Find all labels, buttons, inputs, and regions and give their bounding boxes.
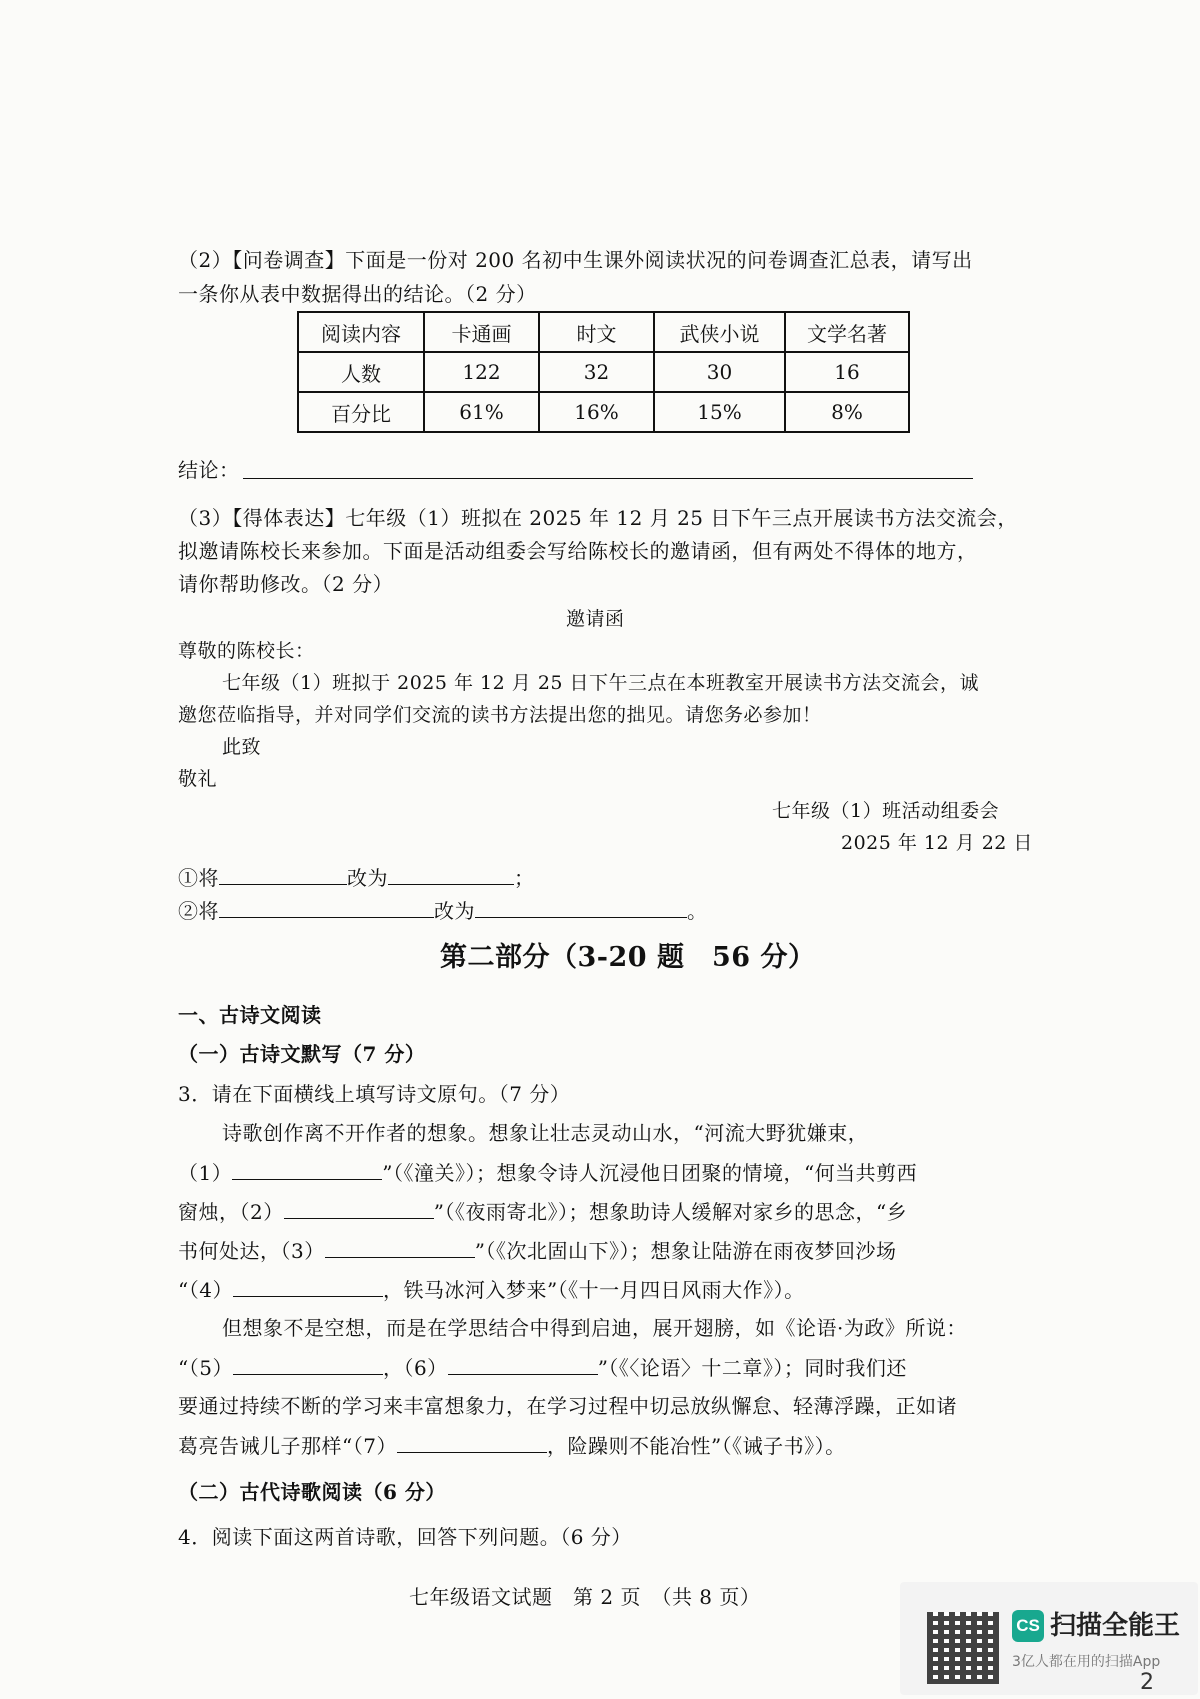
table-cell: 61% [424, 392, 539, 432]
table-cell: 百分比 [298, 392, 424, 432]
blank-number-4: “（4） [178, 1278, 233, 1302]
fix1-label: ①将 [178, 866, 219, 890]
blank-number-1: （1） [178, 1161, 233, 1185]
table-header-row [298, 312, 909, 352]
poem-para-text: ”（《潼关》）；想象令诗人沉浸他日团聚的情境，“何当共剪西 [382, 1161, 918, 1185]
letter-title: 邀请函 [566, 608, 625, 630]
blank-number-3: 书何处达，（3） [178, 1239, 325, 1263]
q2-prompt-line2: 一条你从表中数据得出的结论。（2 分） [178, 282, 537, 306]
letter-date: 2025 年 12 月 22 日 [841, 832, 1033, 854]
table-cell: 32 [539, 352, 654, 392]
answer-blank-7[interactable] [397, 1430, 547, 1453]
fix2-label: ②将 [178, 899, 219, 923]
brand-tagline: 3亿人都在用的扫描App [1012, 1654, 1161, 1670]
fix2-blank-revised[interactable] [475, 895, 687, 918]
poem-para-line5 [178, 1274, 805, 1305]
table-cell: 8% [785, 392, 909, 432]
table-header: 文学名著 [785, 312, 909, 352]
conclusion-answer-line[interactable] [243, 478, 973, 479]
section1-heading: 一、古诗文阅读 [178, 1003, 322, 1027]
survey-table [297, 311, 910, 433]
blank-number-2: 窗烛，（2） [178, 1200, 284, 1224]
fix2-row [178, 895, 708, 926]
poem-para-text: ，险躁则不能冶性”（《诫子书》）。 [546, 1434, 846, 1458]
poem-para-text: ”（《次北固山下》）；想象让陆游在雨夜梦回沙场 [474, 1239, 897, 1263]
part2-heading: 第二部分（3-20 题 56 分） [440, 942, 816, 973]
q3-prompt-line2: 拟邀请陈校长来参加。下面是活动组委会写给陈校长的邀请函，但有两处不得体的地方， [178, 539, 978, 563]
blank-number-5: “（5） [178, 1356, 233, 1380]
q2-prompt-line1: （2）【问卷调查】下面是一份对 200 名初中生课外阅读状况的问卷调查汇总表，请写出 [178, 248, 973, 272]
fix2-blank-original[interactable] [219, 895, 434, 918]
letter-closing2: 敬礼 [178, 768, 218, 790]
table-header: 卡通画 [424, 312, 539, 352]
poem-para-line4 [178, 1235, 896, 1266]
subsection2-heading: （二）古代诗歌阅读（6 分） [178, 1480, 446, 1504]
poem-para-line3 [178, 1196, 907, 1227]
letter-salutation: 尊敬的陈校长： [178, 640, 315, 662]
fix1-change-label: 改为 [347, 866, 388, 890]
answer-blank-5[interactable] [233, 1352, 383, 1375]
table-row [298, 392, 909, 432]
poem-para-line8: 要通过持续不断的学习来丰富想象力，在学习过程中切忌放纵懈怠、轻薄浮躁，正如诸 [178, 1394, 957, 1418]
fix1-blank-revised[interactable] [388, 862, 514, 885]
poem-para-text: ”（《〈论语〉十二章》）；同时我们还 [597, 1356, 907, 1380]
letter-body-line2: 邀您莅临指导，并对同学们交流的读书方法提出您的拙见。请您务必参加！ [178, 704, 822, 726]
qr-code-icon [927, 1612, 999, 1684]
answer-blank-4[interactable] [233, 1274, 383, 1297]
poem-para-line6: 但想象不是空想，而是在学思结合中得到启迪，展开翅膀，如《论语·为政》所说： [222, 1316, 967, 1340]
table-header: 阅读内容 [298, 312, 424, 352]
subsection1-heading: （一）古诗文默写（7 分） [178, 1042, 426, 1066]
camscanner-logo-icon: CS [1012, 1610, 1044, 1642]
letter-signature: 七年级（1）班活动组委会 [772, 800, 1000, 822]
letter-closing1: 此致 [222, 736, 262, 758]
table-cell: 16% [539, 392, 654, 432]
table-header: 时文 [539, 312, 654, 352]
fix2-end: 。 [687, 899, 708, 923]
poem-para-text: ”（《夜雨寄北》）；想象助诗人缓解对家乡的思念，“乡 [433, 1200, 908, 1224]
answer-blank-3[interactable] [325, 1235, 475, 1258]
conclusion-label: 结论： [178, 458, 240, 482]
poem-para-line2 [178, 1157, 917, 1188]
blank-number-6: ，（6） [382, 1356, 448, 1380]
table-cell: 15% [654, 392, 785, 432]
poem-para-line1: 诗歌创作离不开作者的想象。想象让壮志灵动山水，“河流大野犹嫌束， [222, 1121, 869, 1145]
answer-blank-2[interactable] [284, 1196, 434, 1219]
table-header: 武侠小说 [654, 312, 785, 352]
poem-para-line7 [178, 1352, 907, 1383]
q3-prompt-line1: （3）【得体表达】七年级（1）班拟在 2025 年 12 月 25 日下午三点开展读书方法交流会， [178, 506, 1018, 530]
table-cell: 30 [654, 352, 785, 392]
fix1-blank-original[interactable] [219, 862, 347, 885]
page-mark: 2 [1140, 1670, 1154, 1695]
table-row [298, 352, 909, 392]
blank-number-7: 葛亮告诫儿子那样“（7） [178, 1434, 397, 1458]
question3-title: 3．请在下面横线上填写诗文原句。（7 分） [178, 1082, 571, 1106]
poem-para-line9 [178, 1430, 846, 1461]
table-cell: 人数 [298, 352, 424, 392]
fix1-end: ； [514, 866, 535, 890]
fix2-change-label: 改为 [434, 899, 475, 923]
answer-blank-1[interactable] [232, 1157, 382, 1180]
table-cell: 16 [785, 352, 909, 392]
q3-prompt-line3: 请你帮助修改。（2 分） [178, 572, 394, 596]
answer-blank-6[interactable] [448, 1352, 598, 1375]
page-footer: 七年级语文试题 第 2 页 （共 8 页） [409, 1585, 761, 1609]
brand-name: 扫描全能王 [1050, 1611, 1181, 1641]
table-cell: 122 [424, 352, 539, 392]
fix1-row [178, 862, 535, 893]
poem-para-text: ，铁马冰河入梦来”（《十一月四日风雨大作》）。 [382, 1278, 805, 1302]
question4-title: 4．阅读下面这两首诗歌，回答下列问题。（6 分） [178, 1525, 632, 1549]
letter-body-line1: 七年级（1）班拟于 2025 年 12 月 25 日下午三点在本班教室开展读书方法交流会，诚 [222, 672, 980, 694]
